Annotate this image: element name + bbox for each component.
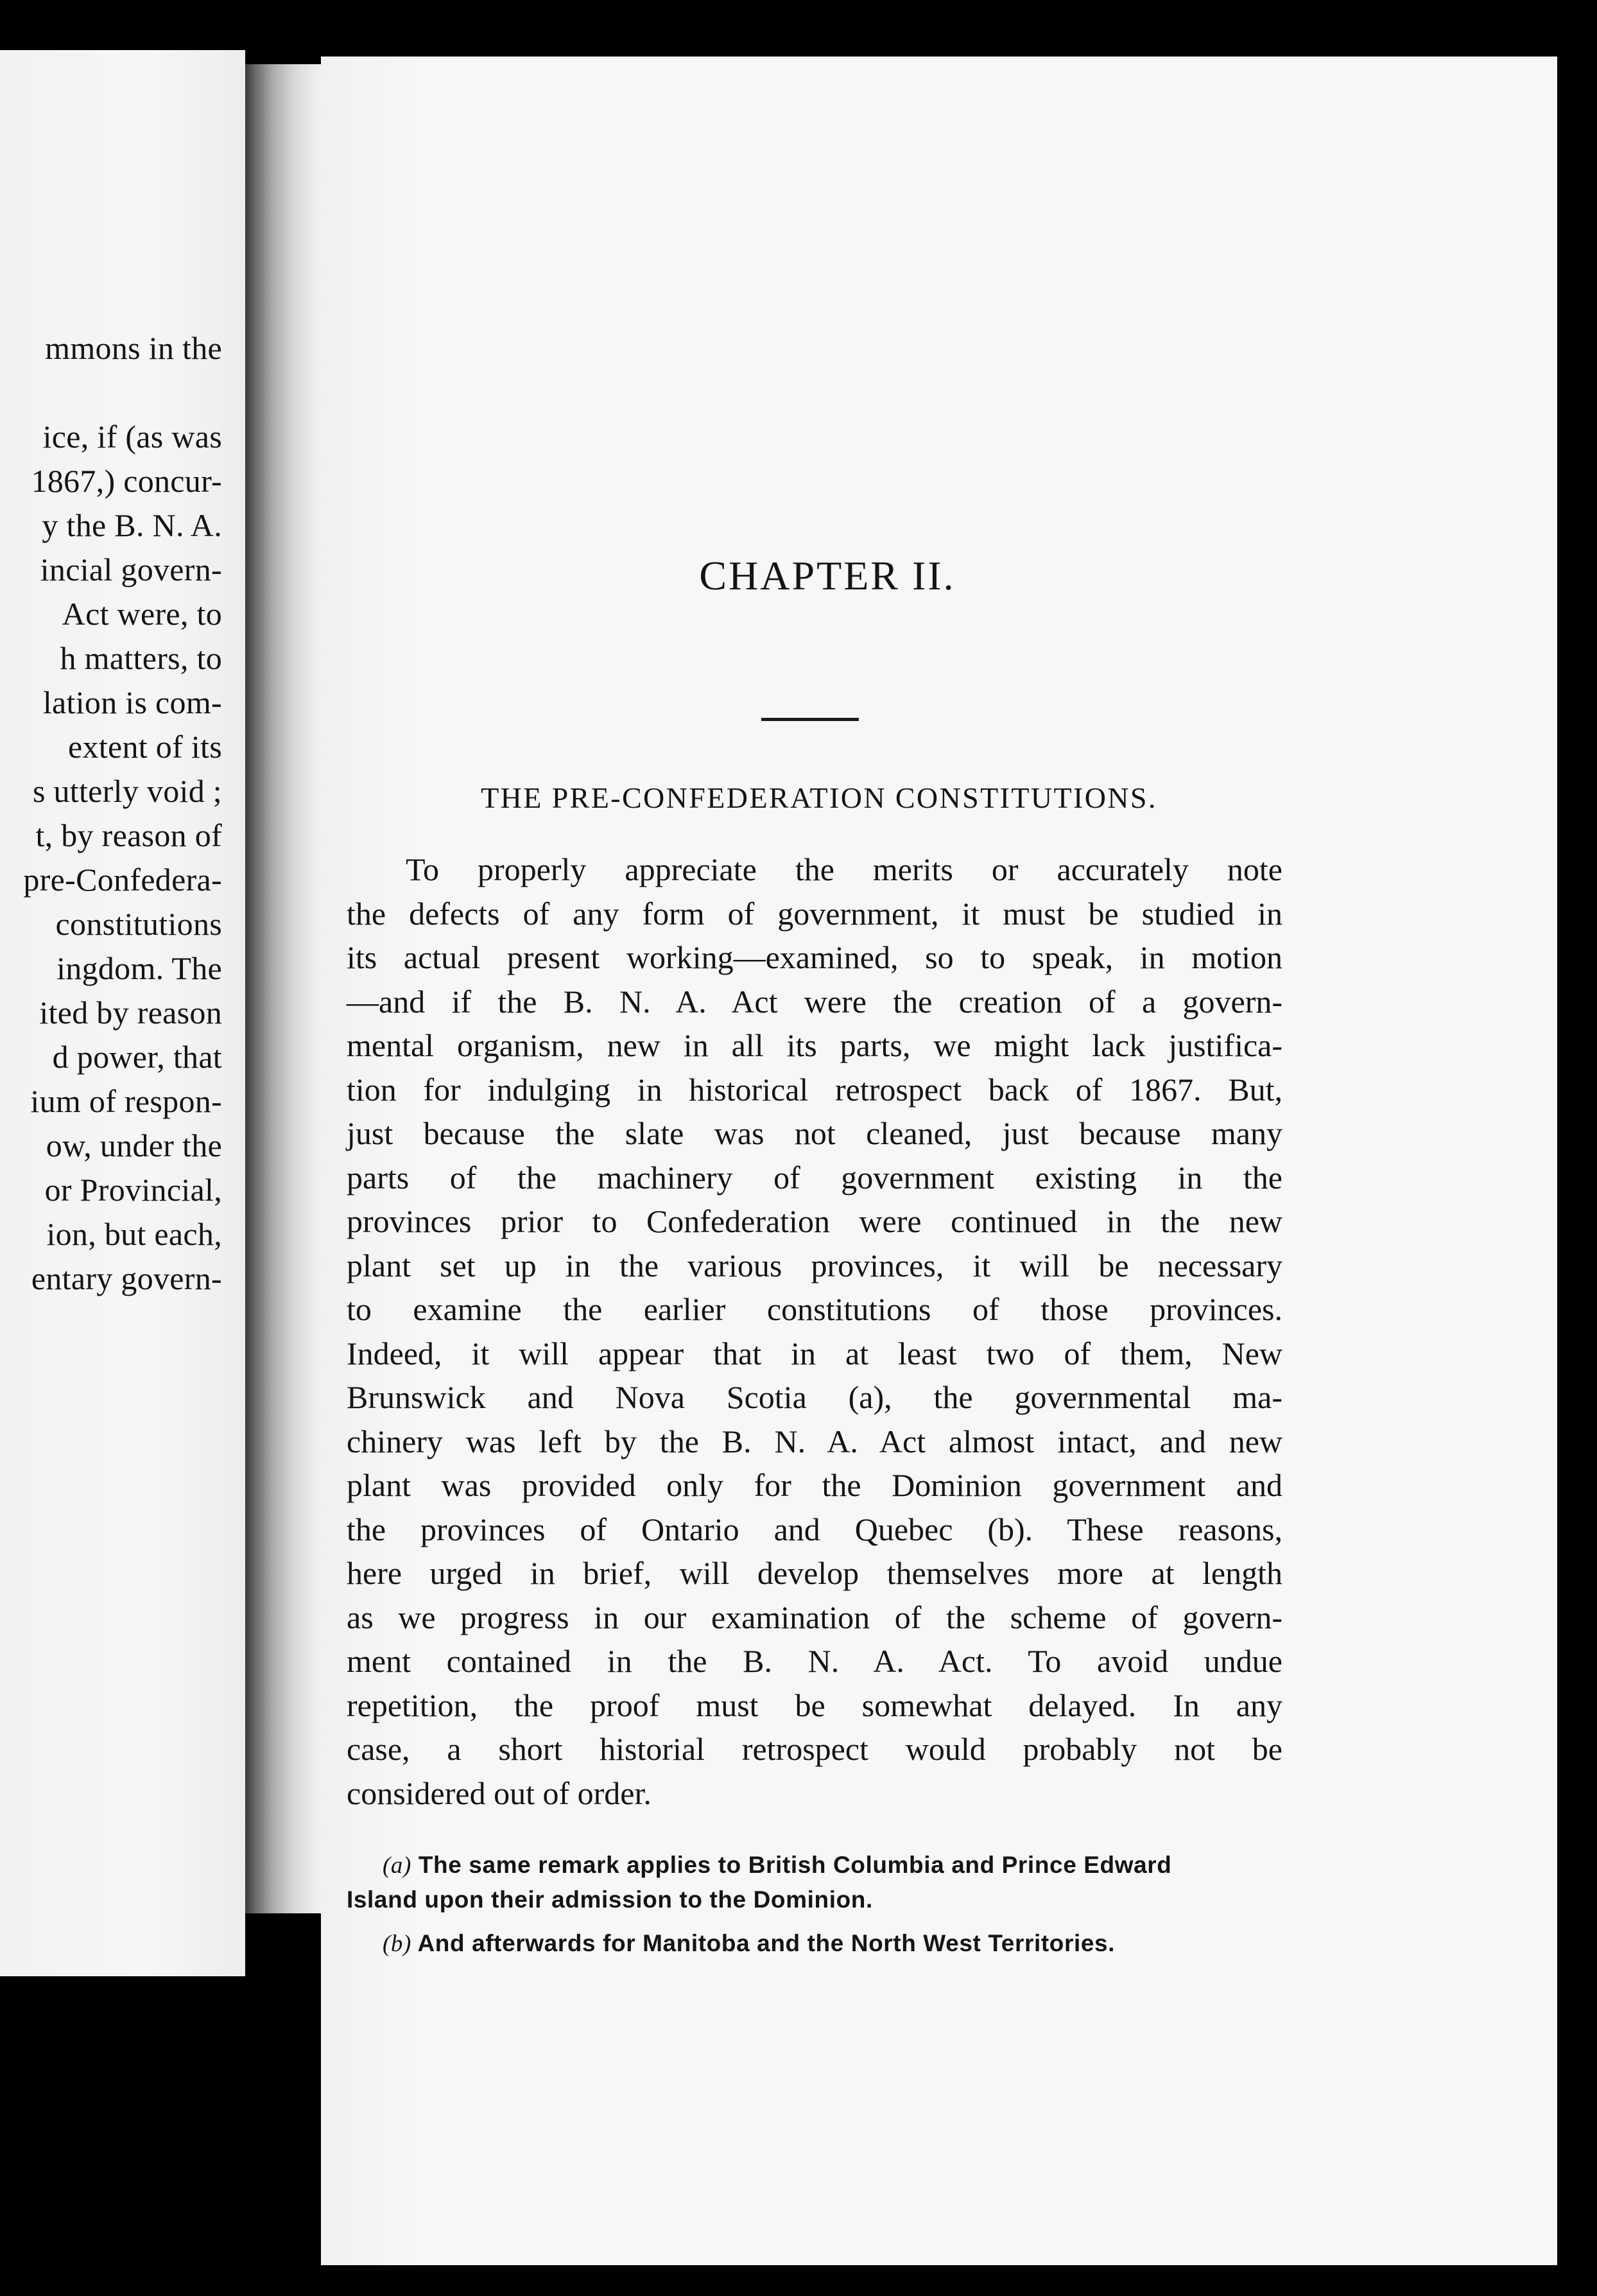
left-page-line: t, by reason of (35, 817, 222, 853)
body-line: repetition, the proof must be somewhat delayed. In any (347, 1687, 1282, 1723)
body-line: here urged in brief, will develop themselves more at length (347, 1555, 1282, 1591)
left-page-line: constitutions (55, 906, 222, 942)
body-line: considered out of order. (347, 1775, 652, 1811)
section-heading: THE PRE-CONFEDERATION CONSTITUTIONS. (481, 781, 1157, 814)
footnote-a-line: Island upon their admission to the Dominion. (347, 1886, 873, 1913)
left-page-line: incial govern- (40, 552, 222, 587)
footnote-a-line (347, 1848, 1282, 1883)
footnote-spacer (347, 1917, 1282, 1926)
footnote-text: The same remark applies to British Columbia and Prince Edward (418, 1852, 1172, 1878)
body-line: —and if the B. N. A. Act were the creation of a govern- (347, 983, 1282, 1020)
left-page-line: or Provincial, (44, 1172, 222, 1208)
left-facing-page (0, 50, 245, 1976)
footnotes (347, 1848, 1282, 1961)
body-line: mental organism, new in all its parts, we might lack justifica- (347, 1027, 1282, 1063)
body-line: plant was provided only for the Dominion government and (347, 1467, 1282, 1503)
left-page-line: s utterly void ; (32, 773, 222, 809)
body-line: Brunswick and Nova Scotia (a), the governmental ma- (347, 1379, 1282, 1415)
footnote-marker: (a) (383, 1852, 411, 1879)
left-page-line: ited by reason (39, 995, 222, 1031)
body-paragraph (347, 848, 1282, 1815)
left-page-line: extent of its (68, 729, 222, 765)
title-divider-rule (761, 718, 859, 721)
body-line: case, a short historial retrospect would probably not be (347, 1731, 1282, 1767)
left-page-line: ion, but each, (46, 1216, 222, 1252)
left-page-line: mmons in the (45, 330, 222, 366)
body-line: just because the slate was not cleaned, just because many (347, 1115, 1282, 1151)
body-line: its actual present working—examined, so to speak, in motion (347, 939, 1282, 975)
left-page-line (0, 370, 222, 415)
body-line: to examine the earlier constitutions of those provinces. (347, 1291, 1282, 1327)
body-line: provinces prior to Confederation were continued in the new (347, 1203, 1282, 1239)
left-page-line: lation is com- (42, 684, 222, 720)
left-page-line: 1867,) concur- (31, 463, 222, 499)
body-line: the provinces of Ontario and Quebec (b). These reasons, (347, 1511, 1282, 1547)
chapter-title: CHAPTER II. (699, 553, 956, 598)
left-page-line: entary govern- (31, 1260, 222, 1296)
body-line: To properly appreciate the merits or accurately note (406, 851, 1282, 887)
body-line: as we progress in our examination of the scheme of govern- (347, 1599, 1282, 1635)
body-line: the defects of any form of government, it must be studied in (347, 895, 1282, 932)
left-page-line: d power, that (52, 1039, 222, 1075)
left-page-line: ingdom. The (56, 950, 222, 986)
left-page-text (0, 326, 222, 1301)
left-page-line: h matters, to (60, 640, 222, 676)
footnote-b-line (347, 1926, 1282, 1961)
body-line: chinery was left by the B. N. A. Act almost intact, and new (347, 1423, 1282, 1459)
footnote-text: And afterwards for Manitoba and the North West Territories. (417, 1930, 1116, 1956)
body-line: tion for indulging in historical retrospect back of 1867. But, (347, 1071, 1282, 1108)
left-page-line: ice, if (as was (42, 419, 222, 455)
left-page-line: ow, under the (46, 1127, 222, 1163)
body-line: Indeed, it will appear that in at least two of them, New (347, 1335, 1282, 1371)
left-page-line: y the B. N. A. (42, 507, 222, 543)
body-line: parts of the machinery of government existing in the (347, 1159, 1282, 1196)
footnote-marker: (b) (383, 1931, 411, 1957)
body-line: ment contained in the B. N. A. Act. To avoid undue (347, 1643, 1282, 1679)
left-page-line: Act were, to (62, 596, 222, 632)
left-page-line: pre-Confedera- (23, 862, 222, 898)
body-line: plant set up in the various provinces, it will be necessary (347, 1247, 1282, 1283)
left-page-line: ium of respon- (30, 1083, 222, 1119)
